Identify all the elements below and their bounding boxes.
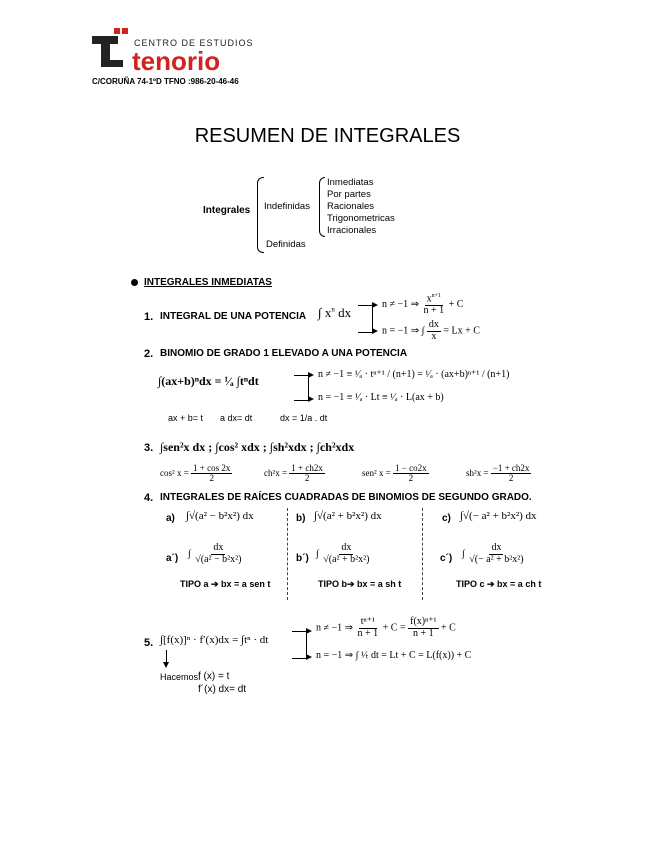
item-2-sub-3: dx = 1/a . dt [280, 413, 328, 423]
item-2-arrow-1 [308, 372, 314, 378]
section-heading: INTEGRALES INMEDIATAS [144, 277, 272, 288]
item-4-tipo-c: TIPO c ➔ bx = a ch t [456, 579, 542, 589]
logo-wordmark: tenorio [132, 46, 221, 76]
tree-definidas: Definidas [266, 239, 306, 250]
item-1-branch [358, 305, 373, 333]
item-4-divider-1 [287, 508, 288, 600]
item-4-a-label: a) [166, 513, 175, 524]
tree-type-4: Trigonometricas [327, 213, 395, 224]
item-5-h1: f (x) = t [198, 671, 230, 682]
item-4-number: 4. [144, 492, 154, 504]
page-title: RESUMEN DE INTEGRALES [194, 125, 461, 147]
item-5-branch [292, 631, 307, 659]
item-4-c2-label: c´) [440, 553, 453, 564]
item-3-formula-4: sh²x = $\frac{-1 + ch2x}{2}$ [466, 463, 530, 484]
tree-type-1: Inmediatas [327, 177, 374, 188]
item-1-title: INTEGRAL DE UNA POTENCIA [160, 311, 307, 322]
logo-mark-icon [92, 28, 132, 72]
tree-type-5: Irracionales [327, 225, 377, 236]
item-4-a-expr: ∫√(a² − b²x²) dx [186, 510, 254, 522]
item-1-number: 1. [144, 311, 154, 323]
item-5-arrow-2 [306, 654, 312, 660]
tree-root: Integrales [203, 205, 251, 216]
item-3-formula-2: ch²x = $\frac{1 + ch2x}{2}$ [264, 463, 323, 484]
item-5-number: 5. [144, 637, 154, 649]
logo [92, 28, 262, 76]
item-5-down-arrowhead [163, 662, 169, 668]
item-2-branch [294, 375, 309, 401]
item-3-number: 3. [144, 442, 154, 454]
item-4-b-expr: ∫√(a² + b²x²) dx [314, 510, 382, 522]
item-3-formula-1: cos² x = $\frac{1 + \cos 2x}{2}$ [160, 463, 231, 484]
item-2-title: BINOMIO DE GRADO 1 ELEVADO A UNA POTENCIA [160, 348, 408, 359]
item-4-c-expr: ∫√(− a² + b²x²) dx [460, 510, 537, 522]
item-5-hacemos: Hacemos: [160, 672, 201, 682]
item-3-integrals: ∫sen²x dx ; ∫cos² xdx ; ∫sh²xdx ; ∫ch²xdx [160, 440, 355, 454]
item-4-divider-2 [422, 508, 423, 600]
item-1-arrow-2 [372, 328, 378, 334]
item-4-b2-expr: ∫ $\frac{dx}{\text{√(a² + b²x²)}}$ [316, 542, 370, 565]
item-2-lhs: ∫(ax+b)ⁿdx = ¹⁄ₐ ∫tⁿdt [158, 374, 259, 388]
tree-type-2: Por partes [327, 189, 371, 200]
item-2-arrow-2 [308, 396, 314, 402]
item-4-a2-expr: ∫ $\frac{dx}{\text{√(a² − b²x²)}}$ [188, 542, 242, 565]
tree-brace-sub [319, 177, 325, 237]
tree-indefinidas: Indefinidas [264, 201, 310, 212]
item-2-sub-1: ax + b= t [168, 413, 204, 423]
item-1-arrow-1 [372, 302, 378, 308]
item-4-c-label: c) [442, 513, 451, 524]
logo-subtitle: CENTRO DE ESTUDIOS [134, 38, 254, 48]
item-4-b-label: b) [296, 513, 306, 524]
item-3-formula-3: sen² x = $\frac{1 - co2x}{2}$ [362, 463, 427, 484]
item-1-cond-1: n ≠ −1 ⇒ $\frac{x^{n+1}}{n + 1}$ + C [382, 293, 464, 316]
item-4-tipo-a: TIPO a ➔ bx = a sen t [180, 579, 271, 589]
item-1-cond-2: n = −1 ⇒ ∫ $\frac{dx}{x}$ = Lx + C [382, 319, 480, 342]
item-4-b2-label: b´) [296, 553, 309, 564]
item-5-cond-1: n ≠ −1 ⇒ $\frac{\text{tⁿ⁺¹}}{n + 1}$ + C = $\frac{\text{f(x)ⁿ⁺¹}}{n + 1}$ + C [316, 616, 456, 639]
item-5-cond-2: n = −1 ⇒ ∫ ¹⁄ₜ dt = Lt + C = L(f(x)) + C [316, 650, 472, 661]
item-4-title: INTEGRALES DE RAÍCES CUADRADAS DE BINOMIOS DE SEGUNDO GRADO. [160, 492, 532, 503]
tree-type-3: Racionales [327, 201, 374, 212]
item-2-number: 2. [144, 348, 154, 360]
item-4-a2-label: a´) [166, 553, 179, 564]
item-2-cond-2: n = −1 ≡ ¹⁄ₐ · Lt ≡ ¹⁄ₐ · L(ax + b) [318, 392, 444, 403]
item-5-arrow-1 [306, 628, 312, 634]
item-1-integral: ∫ $x^n$ dx [318, 305, 352, 320]
item-5-h2: f´(x) dx= dt [198, 684, 247, 695]
item-5-lhs: ∫[f(x)]ⁿ · f′(x)dx = ∫tⁿ · dt [160, 634, 269, 646]
item-4-tipo-b: TIPO b➔ bx = a sh t [318, 579, 402, 589]
header-address: C/CORUÑA 74-1ºD TFNO :986-20-46-46 [92, 77, 239, 86]
item-2-cond-1: n ≠ −1 ≡ ¹⁄ₐ · tⁿ⁺¹ / (n+1) = ¹⁄ₐ · (ax+b)ⁿ⁺¹ / (n+1) [318, 369, 510, 380]
item-2-sub-2: a dx= dt [220, 413, 253, 423]
bullet-icon [131, 279, 138, 286]
item-4-c2-expr: ∫ $\frac{dx}{\text{√(− a² + b²x²)}}$ [462, 542, 524, 565]
tree-brace-main [257, 177, 264, 253]
